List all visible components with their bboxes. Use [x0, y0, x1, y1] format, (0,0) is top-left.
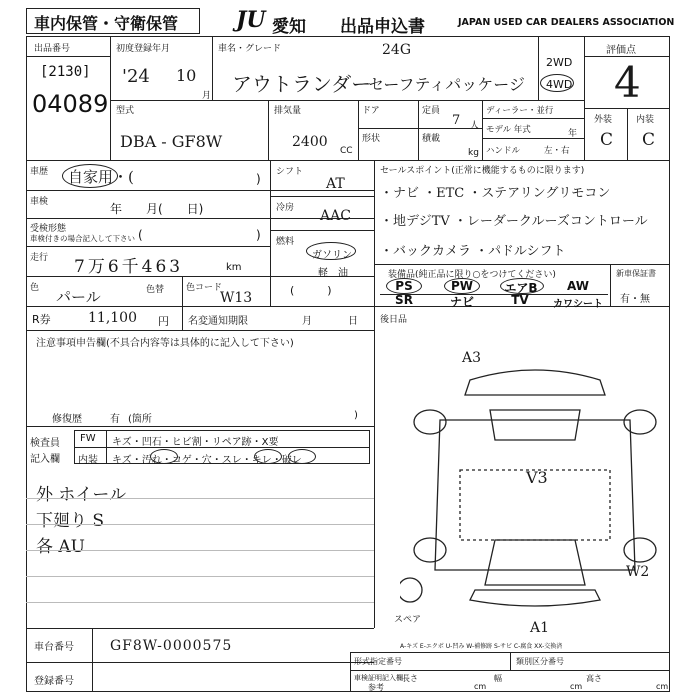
handwritten-note: 各 AU: [36, 537, 86, 557]
door-label: ドア: [362, 106, 380, 116]
cc-unit: CC: [340, 146, 353, 156]
height-label: 高さ: [586, 674, 602, 683]
color-swap-label: 色替: [146, 285, 165, 295]
interior-scuff-circle: [254, 449, 282, 464]
equipment-aw: AW: [567, 279, 589, 293]
equipment-leather-seat: カワシート: [553, 299, 603, 310]
divider: [26, 550, 374, 551]
equipment-sr: SR: [395, 293, 413, 307]
fw-label: FW: [80, 433, 96, 444]
fuel-circle: [306, 242, 356, 260]
name-change-day: 日: [348, 316, 358, 327]
diagram-mark-bottom: A1: [530, 620, 550, 636]
divider: [26, 498, 374, 499]
handwritten-note: 外 ホイール: [36, 485, 127, 505]
divider: [358, 100, 359, 160]
grade-prefix: 24G: [382, 42, 411, 58]
repair-location: (箇所: [128, 414, 152, 425]
model-grade: セーフティパッケージ: [368, 75, 525, 94]
interior-stain-circle: [150, 449, 178, 464]
divider: [26, 602, 374, 603]
warranty-options: 有・無: [620, 294, 650, 305]
interior-cut-circle: [288, 449, 316, 464]
diagram-mark-center: V3: [526, 468, 548, 487]
divider: [482, 118, 584, 119]
inspection-label: 車検: [30, 197, 49, 207]
delivery-paren-close: ): [256, 228, 261, 242]
recycle-value: 11,100: [88, 310, 137, 326]
divider: [374, 264, 670, 265]
equipment-ps: PS: [395, 279, 413, 293]
divider: [26, 524, 374, 525]
divider: [26, 330, 374, 331]
fw-row: キズ・凹石・ヒビ割・リペア跡・X要: [112, 437, 279, 448]
divider: [270, 196, 374, 197]
color-value: パール: [56, 288, 101, 306]
divider: [26, 160, 670, 161]
exterior-score: C: [600, 130, 614, 150]
ju-logo: JU: [236, 7, 266, 33]
inspection-value: 年 月( 日): [110, 202, 204, 216]
fuel-paren: ( ): [290, 284, 332, 297]
divider: [26, 426, 374, 427]
shift-value: AT: [326, 176, 345, 192]
registration-label: 初度登録年月: [116, 44, 171, 54]
divider: [610, 264, 611, 306]
recycle-unit: 円: [158, 315, 169, 328]
sales-point-line: ・地デジTV ・レーダークルーズコントロール: [380, 214, 648, 229]
year-unit: 年: [568, 129, 578, 139]
history-close: ): [256, 172, 261, 186]
shape-label: 形状: [362, 134, 381, 144]
mileage-value: 7万6千463: [74, 257, 184, 277]
fuel-label: 燃料: [276, 237, 295, 247]
aircon-value: AAC: [320, 208, 351, 224]
later-items-label: 後日品: [380, 315, 408, 325]
delivery-paren-open: (: [138, 228, 143, 242]
type-label: 型式: [116, 106, 135, 116]
sales-point-line: ・バックカメラ ・パドルシフト: [380, 244, 566, 259]
history-circle: [62, 164, 118, 188]
grade-score: 4: [614, 58, 641, 107]
color-code-label: 色コード: [186, 283, 223, 293]
equipment-label: 装備品(純正品に限り○をつけてください): [388, 270, 556, 280]
model-label: 車名・グレード: [218, 44, 282, 54]
divider: [584, 36, 585, 160]
storage-label: 車内保管・守衛保管: [34, 14, 179, 33]
displacement-value: 2400: [292, 134, 328, 150]
divider: [26, 662, 374, 663]
divider: [26, 576, 374, 577]
divider: [110, 36, 111, 160]
color-label: 色: [30, 283, 40, 293]
divider: [26, 246, 270, 247]
registration-month: 10: [176, 66, 197, 85]
divider: [380, 294, 608, 295]
drive-2wd: 2WD: [546, 56, 573, 69]
fuel-value: ガソリン: [312, 250, 352, 261]
diagram-legend: A-キズ E-エクボ U-凹み W-補修跡 S-サビ C-腐食 XX-交換済: [400, 643, 563, 650]
delivery-label: 受検形態: [30, 224, 67, 234]
divider: [26, 190, 374, 191]
pw-circle: [444, 278, 480, 294]
divider: [92, 628, 93, 692]
chassis-label: 車台番号: [34, 642, 74, 653]
capacity-unit: 人: [470, 121, 480, 131]
fuel-alt: 軽 油: [318, 268, 348, 279]
aircon-label: 冷房: [276, 203, 295, 213]
car-diagram: [400, 350, 670, 630]
equipment-airbag: エアB: [504, 281, 538, 295]
color-code: W13: [220, 290, 253, 306]
history-value: 自家用・(: [68, 168, 134, 186]
certificate-label: 車検証明記入欄: [354, 674, 403, 682]
divider: [538, 36, 539, 100]
divider: [212, 36, 213, 100]
reg-label: 登録番号: [34, 676, 74, 687]
sales-points-label: セールスポイント(正常に機能するものに限ります): [380, 166, 585, 176]
registration-year: '24: [122, 66, 150, 87]
load-label: 積載: [422, 134, 441, 144]
lot-number: 04089: [32, 90, 109, 118]
divider: [268, 100, 269, 160]
association-name: JAPAN USED CAR DEALERS ASSOCIATION: [458, 17, 675, 28]
model-name: アウトランダー: [232, 72, 372, 96]
kg-unit: kg: [468, 148, 479, 158]
handle-label: ハンドル: [486, 146, 521, 156]
notes-label: 注意事項申告欄(不具合内容等は具体的に記入して下さい): [36, 338, 294, 349]
type-value: DBA - GF8W: [120, 132, 223, 151]
divider: [270, 160, 271, 306]
mileage-label: 走行: [30, 253, 49, 263]
length-label: 長さ: [402, 674, 418, 683]
divider: [270, 230, 374, 231]
interior-label: 内装: [636, 115, 655, 125]
divider: [418, 100, 419, 160]
divider: [106, 430, 107, 464]
model-year-label: モデル 年式: [486, 125, 531, 135]
handwritten-note: 下廻り S: [36, 511, 105, 531]
divider: [110, 100, 584, 101]
divider: [26, 628, 374, 629]
ps-circle: [386, 278, 422, 294]
inspector-label: 検査員: [30, 438, 60, 449]
displacement-label: 排気量: [274, 106, 302, 116]
capacity-label: 定員: [422, 106, 441, 116]
form-confirm-label: 形式指定番号: [354, 657, 402, 666]
repair-label: 修復歴: [52, 414, 82, 425]
class-label: 類別区分番号: [516, 657, 564, 666]
width-unit: cm: [570, 682, 583, 691]
equipment-pw: PW: [450, 279, 474, 293]
height-unit: cm: [656, 682, 669, 691]
interior-row: キズ・汚れ・コゲ・穴・スレ・キレ・破レ: [112, 455, 302, 466]
name-change-label: 名変通知期限: [188, 316, 248, 327]
capacity-value: 7: [452, 113, 461, 128]
entry-label: 記入欄: [30, 454, 60, 465]
divider: [358, 128, 482, 129]
lot-sub-number: [2130]: [40, 64, 91, 80]
warranty-label: 新車保証書: [616, 269, 656, 278]
exterior-label: 外装: [594, 115, 613, 125]
ref-label: 参考: [368, 683, 384, 692]
divider: [627, 108, 628, 160]
diagram-mark-side: W2: [626, 564, 650, 580]
divider: [26, 56, 110, 57]
dealer-label: ディーラー・並行: [486, 106, 554, 116]
logo-region: 愛知: [272, 17, 306, 37]
divider: [510, 652, 511, 670]
divider: [482, 100, 483, 160]
shift-label: シフト: [276, 167, 304, 177]
grade-score-label: 評価点: [606, 45, 636, 56]
equipment-tv: TV: [511, 293, 529, 307]
drive-4wd: 4WD: [546, 78, 573, 91]
lot-number-label: 出品番号: [34, 44, 71, 54]
equipment-navi: ナビ: [449, 295, 474, 309]
airbag-circle: [500, 278, 544, 294]
divider: [182, 276, 183, 306]
length-unit: cm: [474, 682, 487, 691]
recycle-label: R券: [32, 313, 51, 326]
handle-options: 左・右: [544, 146, 570, 156]
divider: [350, 670, 670, 671]
diagram-mark-top: A3: [462, 350, 482, 366]
history-label: 車歴: [30, 167, 49, 177]
delivery-note: 車検付きの場合記入して下さい: [30, 234, 135, 243]
km-unit: km: [226, 262, 242, 273]
month-unit: 月: [202, 91, 212, 101]
interior-score: C: [642, 130, 656, 150]
chassis-value: GF8W-0000575: [110, 638, 233, 654]
form-title: 出品申込書: [340, 17, 425, 37]
divider: [374, 160, 375, 306]
divider: [182, 306, 183, 330]
sales-point-line: ・ナビ ・ETC ・ステアリングリモコン: [380, 186, 611, 201]
repair-location-close: ): [354, 410, 358, 421]
divider: [350, 652, 351, 692]
name-change-month: 月: [302, 316, 312, 327]
spare-label: スペア: [394, 615, 422, 625]
divider: [374, 306, 375, 628]
divider: [584, 56, 670, 57]
repair-value: 有: [110, 414, 120, 425]
width-label: 幅: [494, 674, 502, 683]
drive-4wd-circle: [540, 74, 574, 92]
interior-row-label: 内装: [78, 455, 98, 466]
